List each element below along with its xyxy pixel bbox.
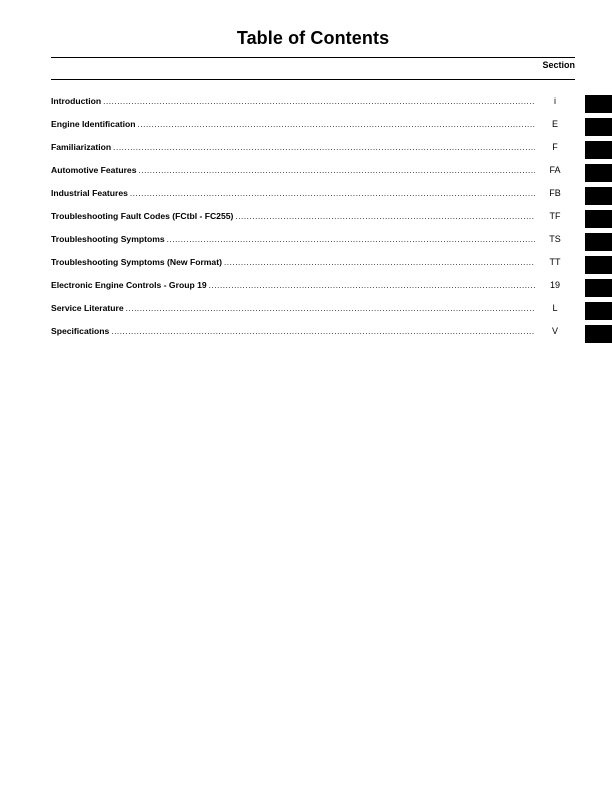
dot-leader [235, 212, 535, 221]
toc-entry-section: TF [549, 211, 561, 221]
toc-entry-familiarization[interactable] [51, 142, 558, 165]
section-tab-v[interactable] [585, 325, 612, 343]
toc-entry-title: Electronic Engine Controls - Group 19 [51, 280, 207, 290]
toc-entry-service-literature[interactable] [51, 303, 558, 326]
toc-entry-title: Specifications [51, 326, 110, 336]
toc-entry-section: E [551, 119, 558, 129]
toc-entry-specifications[interactable] [51, 326, 558, 349]
section-thumb-tabs [585, 95, 612, 348]
toc-entry-section: FB [549, 188, 561, 198]
toc-entry-section: 19 [549, 280, 560, 290]
section-tab-19[interactable] [585, 279, 612, 297]
toc-entry-section: FA [549, 165, 561, 175]
section-tab-tf[interactable] [585, 210, 612, 228]
page-title: Table of Contents [236, 28, 390, 48]
header-divider-top [51, 57, 575, 58]
toc-entry-section: i [554, 96, 556, 106]
dot-leader [138, 166, 535, 175]
toc-entry-troubleshooting-symptoms-new-format[interactable] [51, 257, 561, 280]
section-tab-i[interactable] [585, 95, 612, 113]
toc-entry-introduction[interactable] [51, 96, 556, 119]
dot-leader [113, 143, 535, 152]
toc-entry-engine-identification[interactable] [51, 119, 558, 142]
toc-entry-title: Troubleshooting Symptoms [51, 234, 165, 244]
section-tab-l[interactable] [585, 302, 612, 320]
toc-entry-section: TS [549, 234, 561, 244]
section-tab-fa[interactable] [585, 164, 612, 182]
toc-entry-title: Industrial Features [51, 188, 128, 198]
toc-entry-title: Engine Identification [51, 119, 136, 129]
section-tab-ts[interactable] [585, 233, 612, 251]
dot-leader [209, 281, 535, 290]
toc-entry-section: TT [549, 257, 561, 267]
dot-leader [126, 304, 535, 313]
header-divider-bottom [51, 79, 575, 80]
toc-entry-troubleshooting-fault-codes[interactable] [51, 211, 561, 234]
toc-entry-section: L [552, 303, 558, 313]
toc-entry-troubleshooting-symptoms[interactable] [51, 234, 561, 257]
section-tab-f[interactable] [585, 141, 612, 159]
dot-leader [130, 189, 535, 198]
toc-entry-electronic-engine-controls[interactable] [51, 280, 560, 303]
dot-leader [138, 120, 535, 129]
dot-leader [167, 235, 535, 244]
toc-list [51, 96, 561, 349]
toc-entry-title: Troubleshooting Symptoms (New Format) [51, 257, 222, 267]
section-tab-fb[interactable] [585, 187, 612, 205]
section-tab-tt[interactable] [585, 256, 612, 274]
toc-entry-title: Service Literature [51, 303, 124, 313]
toc-entry-automotive-features[interactable] [51, 165, 561, 188]
dot-leader [224, 258, 535, 267]
toc-entry-section: V [551, 326, 558, 336]
toc-entry-title: Introduction [51, 96, 102, 106]
section-column-header: Section [542, 60, 575, 70]
toc-entry-title: Automotive Features [51, 165, 137, 175]
toc-entry-industrial-features[interactable] [51, 188, 561, 211]
toc-entry-title: Familiarization [51, 142, 112, 152]
section-tab-e[interactable] [585, 118, 612, 136]
toc-entry-title: Troubleshooting Fault Codes (FCtbl - FC255) [51, 211, 234, 221]
dot-leader [103, 97, 535, 106]
toc-entry-section: F [552, 142, 558, 152]
dot-leader [111, 327, 535, 336]
